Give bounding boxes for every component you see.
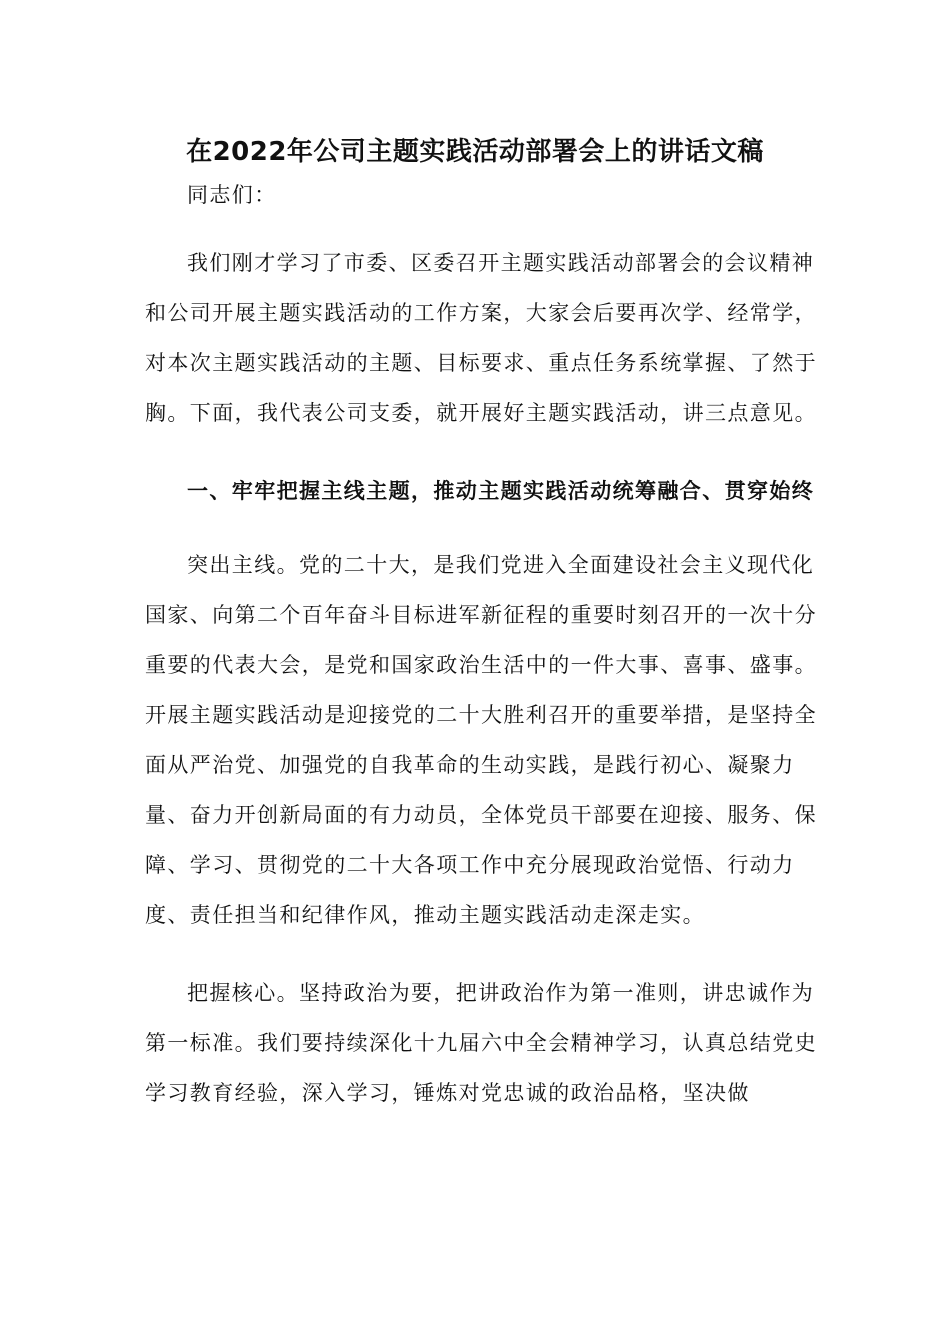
- greeting: 同志们：: [187, 183, 277, 207]
- body-paragraph: 我们刚才学习了市委、区委召开主题实践活动部署会的会议精神和公司开展主题实践活动的工作方案，大家会后要再次学、经常学，对本次主题实践活动的主题、目标要求、重点任务系统掌握、了然于胸。下面，我代表公司支委，就开展好主题实践活动，讲三点意见。: [145, 251, 817, 425]
- document-body: [145, 170, 825, 1146]
- section-heading: 一、牢牢把握主线主题，推动主题实践活动统筹融合、贯穿始终: [187, 479, 815, 503]
- section-paragraph: 把握核心。坚持政治为要，把讲政治作为第一准则，讲忠诚作为第一标准。我们要持续深化十九届六中全会精神学习，认真总结党史学习教育经验，深入学习，锤炼对党忠诚的政治品格，坚决做: [145, 981, 817, 1105]
- document-title: 在2022年公司主题实践活动部署会上的讲话文稿: [186, 137, 764, 167]
- section-paragraph: 突出主线。党的二十大，是我们党进入全面建设社会主义现代化国家、向第二个百年奋斗目标进军新征程的重要时刻召开的一次十分重要的代表大会，是党和国家政治生活中的一件大事、喜事、盛事。开展主题实践活动是迎接党的二十大胜利召开的重要举措，是坚持全面从严治党、加强党的自我革命的生动实践，是践行初心、凝聚力量、奋力开创新局面的有力动员，全体党员干部要在迎接、服务、保障、学习、贯彻党的二十大各项工作中充分展现政治觉悟、行动力度、责任担当和纪律作风，推动主题实践活动走深走实。: [145, 553, 817, 927]
